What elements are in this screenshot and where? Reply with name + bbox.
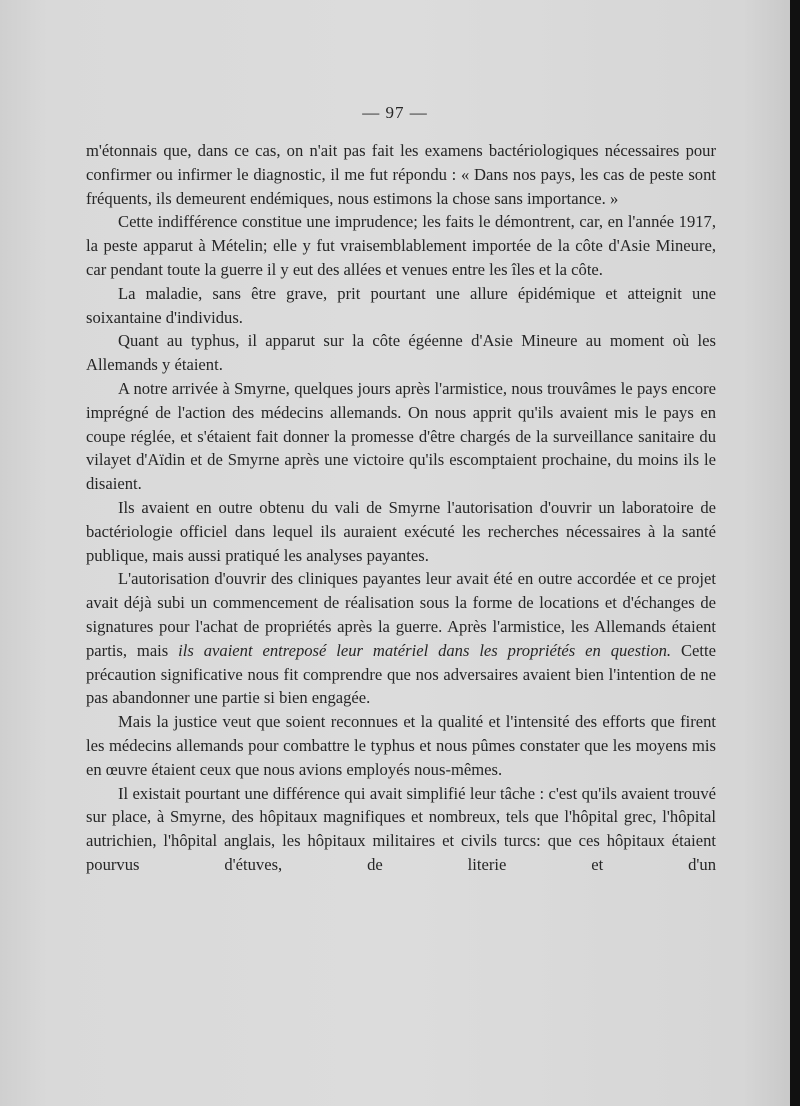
clinics-text-start: L'autorisation d'ouvrir des cliniques payantes leur avait été en outre accordée et ce projet avait déjà subi un commencement de réalisation sous la forme de locations et d'échanges de signatures pour l'achat de propriétés après la guerre. Après l'armistice, les Allemands étaient partis, mais	[86, 569, 716, 660]
paragraph-epidemic: La maladie, sans être grave, prit pourtant une allure épidémique et atteignit une soixantaine d'individus.	[86, 283, 716, 327]
scan-edge	[790, 0, 800, 1106]
paragraph-difference: Il existait pourtant une différence qui avait simplifié leur tâche : c'est qu'ils avaient trouvé sur place, à Smyrne, des hôpitaux magnifiques et nombreux, tels que l'hôpital grec, l'hôpital autrichien, l'hôpital anglais, les hôpitaux militaires et civils turcs: que ces hôpitaux étaient pourvus d'étuves, de literie et d'un	[86, 783, 716, 874]
paragraph-indifference: Cette indifférence constitue une imprudence; les faits le démontrent, car, en l'année 1917, la peste apparut à Mételin; elle y fut vraisemblablement importée de la côte d'Asie Mineure, car pendant toute la guerre il y eut des allées et venues entre les îles et la côte.	[86, 212, 716, 279]
paragraph-justice: Mais la justice veut que soient reconnues et la qualité et l'intensité des efforts que firent les médecins allemands pour combattre le typhus et nous pûmes constater que les moyens mis en œuvre étaient ceux que nous avions employés nous-mêmes.	[86, 712, 716, 779]
paragraph-continuation: m'étonnais que, dans ce cas, on n'ait pas fait les examens bactériologiques nécessaires pour confirmer ou infirmer le diagnostic, il me fut répondu : « Dans nos pays, les cas de peste sont fréquents, ils demeurent endémiques, nous estimons la chose sans importance. »	[86, 141, 716, 208]
body-text	[86, 139, 716, 877]
page-number: — 97 —	[362, 103, 428, 122]
clinics-italic-text: ils avaient entreposé leur matériel dans les propriétés en question.	[178, 640, 672, 660]
paragraph-laboratory: Ils avaient en outre obtenu du vali de Smyrne l'autorisation d'ouvrir un laboratoire de bactériologie officiel dans lequel ils auraient exécuté les recherches nécessaires à la santé publique, mais aussi pratiqué les analyses payantes.	[86, 497, 716, 565]
clinics-text-end: Cette précaution significative nous fit comprendre que nos adversaires avaient bien l'intention de ne pas abandonner une partie si bien engagée.	[86, 640, 717, 708]
paragraph-typhus: Quant au typhus, il apparut sur la côte égéenne d'Asie Mineure au moment où les Allemands y étaient.	[86, 331, 716, 375]
paragraph-clinics	[86, 567, 716, 710]
paragraph-smyrna-arrival: A notre arrivée à Smyrne, quelques jours après l'armistice, nous trouvâmes le pays encore imprégné de l'action des médecins allemands. On nous apprit qu'ils avaient mis le pays en coupe réglée, et s'étaient fait donner la promesse d'être chargés de la surveillance sanitaire du vilayet d'Aïdin et de Smyrne après une victoire qu'ils escomptaient prochaine, du moins ils le disaient.	[86, 378, 716, 494]
